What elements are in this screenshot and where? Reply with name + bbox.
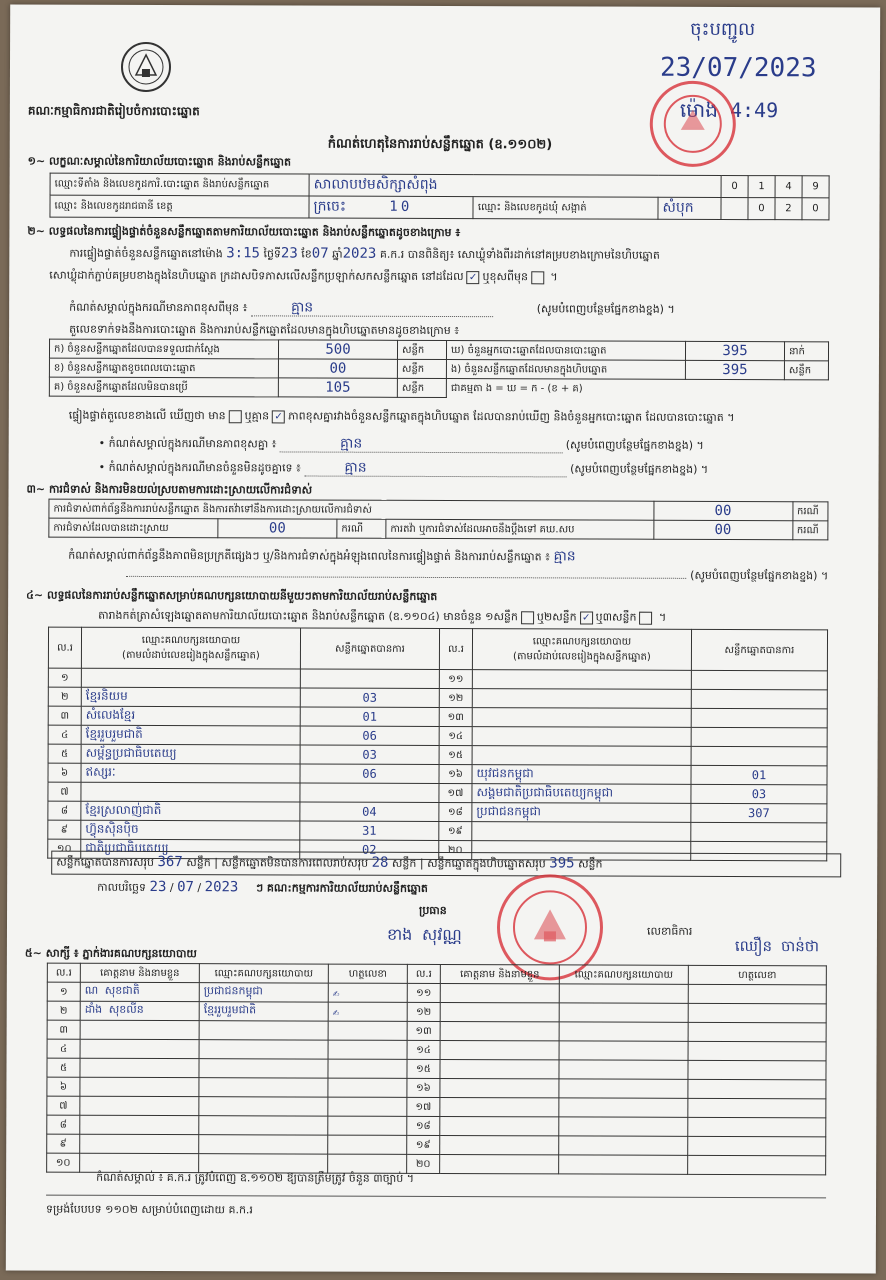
received-note: ចុះបញ្ជូល bbox=[690, 18, 756, 41]
province-value: ក្រចេះ 1 0 bbox=[309, 196, 474, 219]
row-number: ១០ bbox=[47, 1153, 80, 1172]
has-diff-checkbox[interactable] bbox=[229, 410, 242, 423]
irregularity-hint: (សូមបំពេញបន្ថែមផ្នែកខាងខ្នង) ។ bbox=[68, 567, 828, 586]
appeal-label: ការតវ៉ា ឬការជំទាស់ដែលអាចនឹងប្ដឹងទៅ គឃ.សប bbox=[386, 519, 654, 539]
bullet-note-2: • កំណត់សម្គាល់ក្នុងករណីមានចំនួនមិនដូចគ្នាទេ ៖ គ្មាន (សូមបំពេញបន្ថែមផ្នែកខាងខ្នង) ។ bbox=[98, 459, 709, 476]
row-number: ៨ bbox=[47, 1115, 80, 1134]
commune-label: ឈ្មោះ និងលេខកូដឃុំ សង្កាត់ bbox=[473, 197, 658, 220]
ng-label: ង) ចំនួនសន្លឹកឆ្នោតដែលមានក្នុងហិបឆ្នោត bbox=[446, 360, 685, 380]
one-sheet-checkbox[interactable] bbox=[521, 611, 534, 624]
secretary-label: លេខាធិការ bbox=[646, 924, 693, 938]
row-number: ៧ bbox=[47, 1096, 80, 1115]
col-party-header: ឈ្មោះគណបក្សនយោបាយ (តាមលំដាប់លេខរៀងក្នុងសន្លឹកឆ្នោត) bbox=[81, 627, 300, 669]
section1-table bbox=[49, 173, 829, 221]
row-number: ១០ bbox=[48, 839, 81, 858]
received-date: 23/07/2023 bbox=[659, 52, 817, 84]
code-digit: 0 bbox=[802, 198, 829, 220]
party-name: សង្គមជាតិប្រជាធិបតេយ្យកម្ពុជា bbox=[476, 785, 614, 800]
witness-table: ល.រ គោត្តនាម និងនាមខ្លួន ឈ្មោះគណបក្សនយោបាយ ហត្ថលេខា ល.រ គោត្តនាម និងនាមខ្លួន ឈ្មោះគណបក្សនយោបាយ ហត្ថលេខា ១ ណ សុខជាតិ ប្រជាជនកម្ពុជា ✍ ១១ ២ ដាំង សុខលីន ខ្មែររួបរួមជាតិ ✍ ១២ ៣ ១៣ ៤ ១៤ ៥ ១៥ ៦ ១៦ ៧ ១៧ ៨ ១៨ ៩ ១៩ ១០ ២០ bbox=[46, 963, 827, 1176]
row-number: ៨ bbox=[48, 801, 81, 820]
party-votes: 307 bbox=[748, 806, 770, 821]
section3-table: ការជំទាស់ពាក់ព័ន្ធនឹងការរាប់សន្លឹកឆ្នោត និងការតវ៉ាទៅនឹងការដោះស្រាយលើការជំទាស់ 00 ករណី ការជំទាស់ដែលបានដោះស្រាយ 00 ករណី ការតវ៉ា ឬការជំទាស់ដែលអាចនឹងប្ដឹងទៅ គឃ.សប 00 ករណី bbox=[48, 499, 828, 541]
footer-divider bbox=[46, 1195, 826, 1199]
row-number: ១៨ bbox=[439, 802, 472, 821]
gh-label: ឃ) ចំនួនអ្នកបោះឆ្នោតដែលបានបោះឆ្នោត bbox=[446, 341, 685, 361]
party-name: ខ្មែរនិយម bbox=[85, 688, 128, 703]
party-name: សម្ព័ន្ធប្រជាធិបតេយ្យ bbox=[85, 745, 177, 761]
row-number: ៦ bbox=[48, 763, 81, 782]
party-results-table: ល.រ ឈ្មោះគណបក្សនយោបាយ (តាមលំដាប់លេខរៀងក្នុងសន្លឹកឆ្នោត) សន្លឹកឆ្នោតបានការ ល.រ ឈ្មោះគណបក្សនយោបាយ (តាមលំដាប់លេខរៀងក្នុងសន្លឹកឆ្នោត) សន្លឹកឆ្នោតបានការ ១ ១១ ២ ខ្មែរនិយម 03 ១២ ៣ សំលេងខ្មែរ 01 ១៣ ៤ ខ្មែររួបរួមជាតិ 06 ១៤ ៥ សម្ព័ន្ធប្រជាធិបតេយ្យ 03 ១៥ ៦ ឥស្សរៈ 06 ១៦ យុវជនកម្ពុជា 01 ៧ ១៧ សង្គមជាតិប្រជាធិបតេយ្យកម្ពុជា 03 ៨ ខ្មែរស្រលាញ់ជាតិ 04 ១៨ ប្រជាជនកម្ពុជា 307 ៩ ហ៊្វុនស៊ិនប៉ិច 31 ១៩ ១០ ជាតិប្រជាធិបតេយ្យ 02 ២០ bbox=[47, 627, 828, 862]
location-value: សាលាបឋមសិក្សាសំពុង bbox=[309, 174, 721, 197]
party-votes: 02 bbox=[362, 842, 377, 857]
k-label: ក) ចំនួនសន្លឹកឆ្នោតដែលបានទទួលជាក់ស្តែង bbox=[49, 339, 278, 359]
president-signature: ខាង សុវណ្ណ bbox=[386, 924, 462, 945]
row-number: ១៨ bbox=[407, 1116, 440, 1135]
row-number: ៣ bbox=[48, 706, 81, 725]
gh-value: 395 bbox=[685, 341, 784, 360]
totals-line: សន្លឹកឆ្នោតបានការសរុប 367 សន្លឹក | សន្លឹកឆ្នោតមិនបានការពេលរាប់សរុប 28 សន្លឹក | សន្លឹកឆ្នោតក្នុងហិបឆ្នោតសរុប 395 សន្លឹក bbox=[51, 851, 841, 878]
section5-heading: ៥~ សាក្សី ៖ ភ្នាក់ងារគណបក្សនយោបាយ bbox=[24, 946, 197, 961]
row-number: ១៧ bbox=[407, 1097, 440, 1116]
diff-note: កំណត់សម្គាល់ក្នុងករណីមានភាពខុសពីមុន ៖ គ្មាន (សូមបំពេញបន្ថែមផ្នែកខាងខ្នង) ។ bbox=[69, 299, 675, 316]
location-label: ឈ្មោះទីតាំង និងលេខកូដការិ.បោះឆ្នោត និងរាប់សន្លឹកឆ្នោត bbox=[50, 173, 309, 196]
resolved-label: ការជំទាស់ដែលបានដោះស្រាយ bbox=[49, 518, 218, 538]
party-name: យុវជនកម្ពុជា bbox=[476, 766, 534, 781]
president-label: ប្រធាន bbox=[419, 903, 447, 918]
secretary-signature: ឈឿន ចាន់ថា bbox=[734, 937, 820, 956]
row-number: ៦ bbox=[47, 1077, 80, 1096]
figures-intro: តួលេខទាក់ទងនឹងការបោះឆ្នោត និងការរាប់សន្លឹកឆ្នោតដែលមានក្នុងហិបឆ្នោតមានដូចខាងក្រោម ៖ bbox=[69, 322, 460, 338]
discrepancy-line: ផ្ទៀងផ្ទាត់តួលេខខាងលើ ឃើញថា មាន ឬគ្មាន ✓ ភាពខុសគ្នារវាងចំនួនសន្លឹកឆ្នោតក្នុងហិបឆ្នោត ដែលបានរាប់ឃើញ និងចំនួនអ្នកបោះឆ្នោត ដែលបានបោះឆ្នោត ។ bbox=[68, 408, 735, 425]
kh-label: ខ) ចំនួនសន្លឹកឆ្នោតខូចពេលបោះឆ្នោត bbox=[49, 358, 278, 378]
figures-table: ក) ចំនួនសន្លឹកឆ្នោតដែលបានទទួលជាក់ស្តែង 500 សន្លឹក ឃ) ចំនួនអ្នកបោះឆ្នោតដែលបានបោះឆ្នោត 395 នាក់ ខ) ចំនួនសន្លឹកឆ្នោតខូចពេលបោះឆ្នោត 00 សន្លឹក ង) ចំនួនសន្លឹកឆ្នោតដែលមានក្នុងហិបឆ្នោត 395 សន្លឹក គ) ចំនួនសន្លឹកឆ្នោតដែលមិនបានប្រើ 105 សន្លឹក ជាគម្មតា ង = ឃ = ក - (ខ + គ) bbox=[49, 339, 829, 400]
two-sheet-checkbox[interactable]: ✓ bbox=[580, 611, 593, 624]
code-digit: 9 bbox=[802, 176, 829, 198]
row-number: ២០ bbox=[439, 840, 472, 859]
party-name: ជាតិប្រជាធិបតេយ្យ bbox=[85, 840, 169, 856]
party-votes: 03 bbox=[751, 787, 767, 802]
code-digit: 4 bbox=[775, 176, 802, 198]
party-votes: 01 bbox=[362, 709, 377, 724]
party-row bbox=[48, 744, 827, 766]
row-number: ៤ bbox=[48, 725, 81, 744]
row-number: ៤ bbox=[47, 1039, 80, 1058]
commune-value: សំបុក bbox=[658, 197, 721, 219]
row-number: ៥ bbox=[48, 744, 81, 763]
party-votes: 06 bbox=[362, 766, 377, 781]
row-number: ១៩ bbox=[407, 1135, 440, 1154]
row-number: ៥ bbox=[47, 1058, 80, 1077]
party-votes: 04 bbox=[362, 804, 377, 819]
objection-value: 00 bbox=[653, 501, 792, 520]
section4-heading: ៤~ លទ្ធផលនៃការរាប់សន្លឹកឆ្នោតសម្រាប់គណបក្សនយោបាយនីមួយៗតាមការិយាល័យរាប់សន្លឹកឆ្នោត bbox=[26, 588, 438, 603]
row-number: ២ bbox=[48, 687, 81, 706]
org-name: គណៈកម្មាធិការជាតិរៀបចំការបោះឆ្នោត bbox=[27, 103, 200, 119]
stamp-top bbox=[650, 81, 736, 167]
k-value: 500 bbox=[278, 340, 397, 359]
tally-sheets-line: តារាងកត់ត្រាសំឡេងឆ្នោតតាមការិយាល័យបោះឆ្នោត និងរាប់សន្លឹកឆ្នោត (ឧ.១១០៤) មានចំនួន ១សន្លឹក ឬ២សន្លឹក ✓ ឬ៣សន្លឹក ។ bbox=[98, 608, 667, 624]
ng-value: 395 bbox=[685, 360, 784, 379]
section2-heading: ២~ លទ្ធផលនៃការផ្ទៀងផ្ទាត់ចំនួនសន្លឹកឆ្នោតតាមការិយាល័យបោះឆ្នោត និងរាប់សន្លឹកឆ្នោតដូចខាងក្រោម ៖ bbox=[27, 224, 461, 240]
row-number: ១៦ bbox=[407, 1078, 440, 1097]
appeal-value: 00 bbox=[653, 520, 792, 539]
row-number: ១៤ bbox=[439, 726, 472, 745]
witness-sig: ✍ bbox=[332, 986, 340, 1000]
section3-heading: ៣~ ការជំទាស់ និងការមិនយល់ស្របតាមការដោះស្រាយលើការជំទាស់ bbox=[26, 482, 313, 497]
row-number: ១៥ bbox=[439, 745, 472, 764]
sign-date-line: កាលបរិច្ឆេទ 23 / 07 / 2023 ៗ គណ:កម្មការការិយាល័យរាប់សន្លឹកឆ្នោត bbox=[97, 878, 428, 896]
objection-label: ការជំទាស់ពាក់ព័ន្ធនឹងការរាប់សន្លឹកឆ្នោត និងការតវ៉ាទៅនឹងការដោះស្រាយលើការជំទាស់ bbox=[49, 499, 654, 520]
footer-note: កំណត់សម្គាល់ ៖ គ.ក.រ ត្រូវបំពេញ ឧ.១១០២ ឱ្យបានត្រឹមត្រូវ ចំនួន ៣ច្បាប់ ។ bbox=[96, 1170, 415, 1185]
party-votes: 01 bbox=[751, 768, 767, 783]
party-votes: 31 bbox=[362, 823, 377, 838]
row-number: ១៣ bbox=[407, 1021, 440, 1040]
row-number: ១៤ bbox=[407, 1040, 440, 1059]
different-checkbox[interactable] bbox=[531, 271, 544, 284]
witness-party: ខ្មែររួបរួមជាតិ bbox=[203, 1003, 257, 1017]
row-number: ១៧ bbox=[439, 783, 472, 802]
row-number: ១៥ bbox=[407, 1059, 440, 1078]
province-label: ឈ្មោះ និងលេខកូដរាជធានី ខេត្ត bbox=[50, 195, 309, 218]
kh-value: 00 bbox=[278, 359, 397, 378]
row-number: ៣ bbox=[47, 1020, 80, 1039]
received-time: ម៉ោង 4:49 bbox=[679, 97, 779, 123]
witness-name: ដាំង សុខលីន bbox=[84, 1002, 144, 1016]
verify-line-2: សោឃ្លុំដាក់ភ្ជាប់គម្របខាងក្នុងនៃហិបឆ្នោត ក្រដាសបិទភាសលើសន្លឹកប្រឡាក់សកសន្លឹកឆ្នោត នៅដដែល ✓ ឬខុសពីមុន ។ bbox=[49, 268, 558, 284]
row-number: ១៩ bbox=[439, 821, 472, 840]
party-votes: 06 bbox=[362, 728, 377, 743]
footer-form: ទម្រង់បែបបទ ១១០២ សម្រាប់បំពេញដោយ គ.ក.រ bbox=[45, 1202, 253, 1217]
row-number: ១៦ bbox=[439, 764, 472, 783]
row-number: ២០ bbox=[407, 1154, 440, 1173]
no-diff-checkbox[interactable]: ✓ bbox=[272, 410, 285, 423]
party-name: ហ៊្វុនស៊ិនប៉ិច bbox=[85, 821, 139, 836]
witness-party: ប្រជាជនកម្ពុជា bbox=[203, 984, 263, 998]
party-name: ឥស្សរៈ bbox=[85, 764, 116, 779]
code-digit: 2 bbox=[775, 198, 802, 220]
page-title: កំណត់ហេតុនៃការរាប់សន្លឹកឆ្នោត (ឧ.១១០២) bbox=[327, 136, 553, 153]
row-number: ៩ bbox=[47, 1134, 80, 1153]
row-number: ១ bbox=[48, 668, 81, 687]
verify-line-1: ការផ្ទៀងផ្ទាត់ចំនួនសន្លឹកឆ្នោតនៅម៉ោង 3:15 ថ្ងៃទី23 ខែ07 ឆ្នាំ2023 គ.ក.រ បានពិនិត្យ៖ សោឃ្លុំទាំងពីរដាក់នៅគម្របខាងក្រោមនៃហិបឆ្នោត bbox=[69, 245, 660, 262]
g-label: គ) ចំនួនសន្លឹកឆ្នោតដែលមិនបានប្រើ bbox=[49, 377, 278, 397]
row-number: ១២ bbox=[439, 688, 472, 707]
party-name: ខ្មែរស្រលាញ់ជាតិ bbox=[85, 802, 162, 818]
form-sheet bbox=[6, 4, 880, 1273]
party-name: សំលេងខ្មែរ bbox=[85, 707, 136, 722]
g-value: 105 bbox=[278, 378, 397, 397]
same-checkbox[interactable]: ✓ bbox=[467, 271, 480, 284]
row-number: ១១ bbox=[439, 669, 472, 688]
irregularity-note: កំណត់សម្គាល់ពាក់ព័ន្ធនឹងភាពមិនប្រក្រតីផ្សេងៗ ឬ/និងការជំទាស់ក្នុងអំឡុងពេលនៃការផ្ទៀងផ្ទាត់ និងការរាប់សន្លឹកឆ្នោត ៖ គ្មាន bbox=[68, 548, 576, 565]
party-name: ខ្មែររួបរួមជាតិ bbox=[85, 726, 143, 741]
party-votes: 03 bbox=[362, 747, 377, 762]
party-name: ប្រជាជនកម្ពុជា bbox=[476, 804, 541, 819]
code-digit: 0 bbox=[721, 175, 748, 197]
code-digit: 0 bbox=[748, 198, 775, 220]
witness-sig: ✍ bbox=[332, 1005, 340, 1019]
witness-name: ណ សុខជាតិ bbox=[84, 983, 140, 997]
bullet-note-1: • កំណត់សម្គាល់ក្នុងករណីមានភាពខុសគ្នា ៖ គ្មាន (សូមបំពេញបន្ថែមផ្នែកខាងខ្នង) ។ bbox=[98, 435, 704, 452]
row-number: ២ bbox=[47, 1001, 80, 1020]
formula: ជាគម្មតា ង = ឃ = ក - (ខ + គ) bbox=[450, 382, 583, 395]
section1-heading: ១~ លក្ខណៈសម្គាល់នៃការិយាល័យបោះឆ្នោត និងរាប់សន្លឹកឆ្នោត bbox=[27, 154, 291, 169]
row-number: ១ bbox=[47, 982, 80, 1001]
party-votes: 03 bbox=[362, 690, 378, 705]
row-number: ៩ bbox=[48, 820, 81, 839]
three-sheet-checkbox[interactable] bbox=[639, 611, 652, 624]
row-number: ១២ bbox=[407, 1002, 440, 1021]
row-number: ១៣ bbox=[439, 707, 472, 726]
nec-emblem bbox=[120, 41, 172, 93]
row-number: ១១ bbox=[407, 983, 440, 1002]
resolved-value: 00 bbox=[218, 519, 337, 538]
code-digit: 1 bbox=[748, 176, 775, 198]
row-number: ៧ bbox=[48, 782, 81, 801]
